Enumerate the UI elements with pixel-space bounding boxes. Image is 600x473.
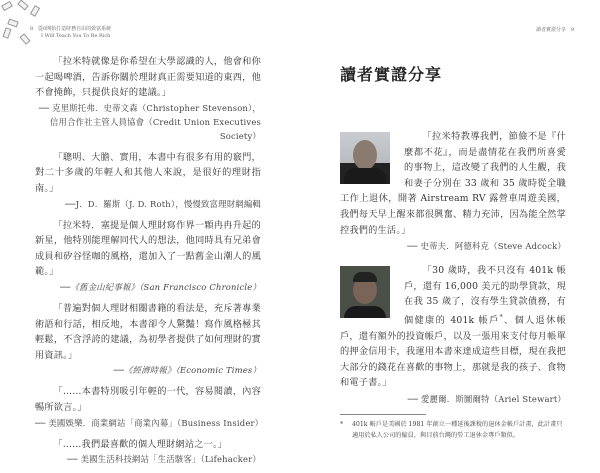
quote-block (35, 54, 261, 143)
quote-block (35, 437, 261, 467)
left-page (0, 0, 300, 465)
section-header: 讀者實證分享 (536, 27, 567, 33)
quote-attribution: ──《經濟時報》（Economic Times） (113, 365, 261, 376)
testimonial-text: 「30 歲時，我不只沒有 401k 帳戶，還有 16,000 美元的助學貸款，現在我 35 歲了，沒有學生貸款債務，有個健康的 401k 帳戶 (404, 265, 566, 326)
quote-text: 「……本書特別吸引年輕的一代，容易閱讀，內容暢所欲言。」 (35, 386, 261, 413)
footnote-text: 401k 帳戶是美國於 1981 年創立一種延後課稅的退休金帳戶計畫，此計畫只適用於私人公司的僱員，與目前台灣的勞工退休金專戶類似。 (352, 420, 563, 439)
footnote (340, 419, 566, 441)
testimonial-attribution: ── 史蒂夫．阿德科克（Steve Adcock） (407, 241, 566, 252)
quote-attribution: ──J．D．羅斯（J. D. Roth），慢慢致富理財網編輯 (65, 198, 261, 209)
running-header (30, 26, 111, 40)
book-title-en: I Will Teach You To Be Rich (41, 33, 111, 39)
quote-attribution: ── 美國生活科技網站「生活駭客」（Lifehacker） (67, 454, 261, 465)
testimonial-text: 「拉米特教導我們，節儉不是『什麼都不花』，而是盡情花在我們所喜愛的事物上，這改變了我們的人生觀，我和妻子分別在 33 歲和 35 歲時從全職工作上退休，開著 Airstream RV 露營車周遊美國，我們每天早上醒來都很興奮、精力充沛，因為能全然掌控我們的生活。」 (340, 131, 566, 236)
page-number: 9 (570, 27, 574, 33)
quote-attribution: ──《舊金山紀事報》（San Francisco Chronicle） (60, 281, 261, 292)
testimonials-column (340, 129, 566, 441)
footnote-divider (340, 414, 426, 415)
quote-text: 「普遍對個人理財相關書籍的看法是，充斥著專業術語和行話，相反地，本書卻令人驚豔！寫作風格極其輕鬆，不含浮誇的建議，為初學者提供了如何理財的實用資訊。」 (35, 302, 261, 361)
quote-attribution-org: 信用合作社主管人員協會（Credit Union Executives Society） (49, 116, 261, 141)
page-number: 8 (30, 26, 34, 32)
quote-text: 「……我們最喜歡的個人理財網站之一。」 (53, 438, 228, 450)
section-title: 讀者實證分享 (340, 65, 443, 84)
footnote-mark: * (499, 313, 503, 321)
quote-block (35, 384, 264, 429)
quotes-column (35, 54, 264, 473)
testimonial (340, 263, 566, 406)
quote-block (35, 150, 261, 211)
quote-attribution: ── 美國娛樂．商業網站「商業內幕」（Business Insider） (35, 417, 264, 428)
quote-block (35, 301, 261, 377)
quote-text: 「聰明、大膽、實用，本書中有很多有用的竅門，對二十多歲的年輕人和其他人來說，是很好的理財指南。」 (35, 151, 261, 194)
book-title-zh: 從0開始打造財務自由的致富系統 (37, 26, 112, 32)
testimonial-attribution: ── 愛麗爾．斯圖爾特（Ariel Stewart） (407, 393, 566, 404)
quote-text: 「拉米特就像是你希望在大學認識的人，他會和你一起喝啤酒，告訴你關於理財真正需要知道的東西，他不會掩飾，只提供良好的建議。」 (35, 56, 261, 99)
reader-photo (340, 266, 390, 318)
quote-text: 「拉米特．塞提是個人理財寫作界一顆冉冉升起的新星，他特別能理解同代人的想法，他同時具有兄弟會成員和矽谷怪咖的風格，還加入了一點舊金山潮人的風範。」 (35, 219, 261, 278)
testimonial-text-cont: 、個人退休帳戶，還有額外的投資帳戶，以及一張用來支付每月帳單的押金信用卡，我運用本書來達成這些目標，現在我把大部分的錢花在喜歡的事物上，那就是我的孩子、食物和電子書。」 (340, 315, 566, 389)
footnote-mark: * (340, 420, 344, 428)
testimonial (340, 129, 566, 253)
quote-block (35, 218, 261, 294)
reader-photo (340, 132, 390, 184)
right-page (300, 0, 600, 439)
running-header (536, 27, 574, 34)
quote-attribution: ── 克里斯托弗．史蒂文森（Christopher Stevenson）， (38, 102, 261, 113)
